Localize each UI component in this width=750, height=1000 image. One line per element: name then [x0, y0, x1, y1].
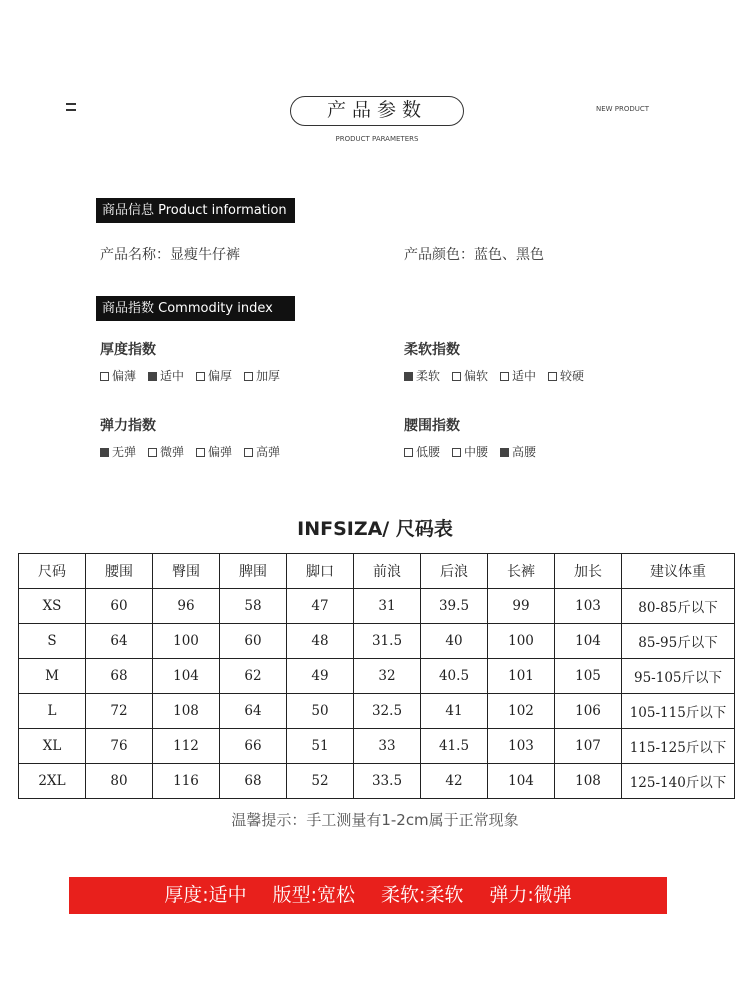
table-cell: 101: [488, 659, 555, 694]
table-cell: 68: [220, 764, 287, 799]
index-option: [500, 367, 536, 384]
index-option-label: 较硬: [560, 369, 585, 383]
table-cell: 60: [220, 624, 287, 659]
table-cell: 112: [153, 729, 220, 764]
size-chart-header-cell: 尺码: [19, 554, 86, 589]
index-option: [196, 443, 232, 460]
summary-item: 厚度:适中: [164, 884, 247, 906]
table-cell: 33.5: [354, 764, 421, 799]
unchecked-box-icon: [100, 372, 109, 381]
softness-options: [404, 367, 596, 384]
unchecked-box-icon: [196, 448, 205, 457]
table-cell: 104: [488, 764, 555, 799]
table-cell: 103: [555, 589, 622, 624]
table-cell: 50: [287, 694, 354, 729]
table-cell: L: [19, 694, 86, 729]
thickness-options: [100, 367, 292, 384]
index-option: [196, 367, 232, 384]
index-option-label: 加厚: [256, 369, 281, 383]
table-cell: 66: [220, 729, 287, 764]
table-cell: 42: [421, 764, 488, 799]
table-cell: 62: [220, 659, 287, 694]
table-cell: S: [19, 624, 86, 659]
table-cell: XS: [19, 589, 86, 624]
table-cell: 31.5: [354, 624, 421, 659]
index-option: [500, 443, 536, 460]
table-cell: 103: [488, 729, 555, 764]
table-cell: 104: [153, 659, 220, 694]
index-option: [100, 443, 136, 460]
product-color: 产品颜色：蓝色、黑色: [404, 247, 544, 263]
index-option-label: 柔软: [416, 369, 441, 383]
unchecked-box-icon: [500, 372, 509, 381]
unchecked-box-icon: [244, 448, 253, 457]
index-option-label: 适中: [160, 369, 185, 383]
table-cell: 100: [153, 624, 220, 659]
index-option-label: 偏弹: [208, 445, 233, 459]
table-cell: 80-85斤以下: [622, 589, 735, 624]
table-cell: 58: [220, 589, 287, 624]
table-cell: 41.5: [421, 729, 488, 764]
index-option-label: 偏软: [464, 369, 489, 383]
size-chart-header-cell: 长裤: [488, 554, 555, 589]
table-cell: 125-140斤以下: [622, 764, 735, 799]
table-cell: 85-95斤以下: [622, 624, 735, 659]
unchecked-box-icon: [244, 372, 253, 381]
index-option-label: 偏薄: [112, 369, 137, 383]
size-chart-header-cell: 臀围: [153, 554, 220, 589]
table-cell: 41: [421, 694, 488, 729]
table-row: [19, 624, 735, 659]
unchecked-box-icon: [548, 372, 557, 381]
commodity-index-header: 商品指数 Commodity index: [96, 296, 295, 321]
elasticity-index-title: 弹力指数: [100, 418, 156, 434]
elasticity-options: [100, 443, 292, 460]
table-cell: 106: [555, 694, 622, 729]
checked-box-icon: [100, 448, 109, 457]
summary-item: 版型:宽松: [272, 884, 355, 906]
size-chart-title: INFSIZA/ 尺码表: [297, 518, 453, 540]
table-cell: 64: [86, 624, 153, 659]
index-option-label: 无弹: [112, 445, 137, 459]
index-option-label: 适中: [512, 369, 537, 383]
page-subtitle: PRODUCT PARAMETERS: [335, 135, 419, 143]
index-option: [100, 367, 136, 384]
table-cell: 51: [287, 729, 354, 764]
index-option-label: 中腰: [464, 445, 489, 459]
table-row: [19, 729, 735, 764]
table-cell: 33: [354, 729, 421, 764]
index-option-label: 高腰: [512, 445, 537, 459]
table-cell: 107: [555, 729, 622, 764]
unchecked-box-icon: [452, 448, 461, 457]
thickness-index-title: 厚度指数: [100, 342, 156, 358]
unchecked-box-icon: [196, 372, 205, 381]
table-cell: 115-125斤以下: [622, 729, 735, 764]
table-cell: 72: [86, 694, 153, 729]
table-cell: 32.5: [354, 694, 421, 729]
table-row: [19, 694, 735, 729]
table-cell: 80: [86, 764, 153, 799]
index-option: [548, 367, 584, 384]
table-cell: 31: [354, 589, 421, 624]
table-cell: 64: [220, 694, 287, 729]
size-chart-header-row: [19, 554, 735, 589]
softness-index-title: 柔软指数: [404, 342, 460, 358]
index-option: [404, 443, 440, 460]
size-chart-table: [18, 553, 735, 799]
index-option-label: 高弹: [256, 445, 281, 459]
table-cell: 40: [421, 624, 488, 659]
size-chart-header-cell: 前浪: [354, 554, 421, 589]
summary-item: 弹力:微弹: [489, 884, 572, 906]
table-cell: 48: [287, 624, 354, 659]
table-cell: XL: [19, 729, 86, 764]
table-cell: 68: [86, 659, 153, 694]
index-option-label: 偏厚: [208, 369, 233, 383]
waist-index-title: 腰围指数: [404, 418, 460, 434]
table-cell: 32: [354, 659, 421, 694]
table-cell: M: [19, 659, 86, 694]
size-chart-header-cell: 建议体重: [622, 554, 735, 589]
unchecked-box-icon: [452, 372, 461, 381]
table-cell: 116: [153, 764, 220, 799]
table-cell: 95-105斤以下: [622, 659, 735, 694]
summary-item: 柔软:柔软: [381, 884, 464, 906]
index-option: [148, 443, 184, 460]
table-row: [19, 764, 735, 799]
checked-box-icon: [500, 448, 509, 457]
table-cell: 39.5: [421, 589, 488, 624]
table-cell: 102: [488, 694, 555, 729]
table-cell: 100: [488, 624, 555, 659]
unchecked-box-icon: [148, 448, 157, 457]
table-cell: 2XL: [19, 764, 86, 799]
index-option-label: 低腰: [416, 445, 441, 459]
checked-box-icon: [404, 372, 413, 381]
size-chart-header-cell: 脾围: [220, 554, 287, 589]
size-chart-header-cell: 腰围: [86, 554, 153, 589]
page-title: 产品参数: [290, 96, 464, 126]
product-name: 产品名称：显瘦牛仔裤: [100, 247, 240, 263]
table-cell: 76: [86, 729, 153, 764]
size-chart-header-cell: 后浪: [421, 554, 488, 589]
index-option: [404, 367, 440, 384]
index-option-label: 微弹: [160, 445, 185, 459]
product-info-header: 商品信息 Product information: [96, 198, 295, 223]
size-chart-header-cell: 加长: [555, 554, 622, 589]
table-cell: 105: [555, 659, 622, 694]
table-cell: 108: [555, 764, 622, 799]
index-option: [148, 367, 184, 384]
new-product-label: NEW PRODUCT: [596, 105, 650, 113]
index-option: [244, 443, 280, 460]
table-cell: 105-115斤以下: [622, 694, 735, 729]
size-chart-header-cell: 脚口: [287, 554, 354, 589]
menu-icon: [66, 103, 76, 113]
table-cell: 60: [86, 589, 153, 624]
unchecked-box-icon: [404, 448, 413, 457]
table-row: [19, 659, 735, 694]
measurement-note: 温馨提示：手工测量有1-2cm属于正常现象: [231, 811, 519, 829]
index-option: [244, 367, 280, 384]
table-cell: 49: [287, 659, 354, 694]
summary-bar: [69, 877, 667, 914]
index-option: [452, 367, 488, 384]
table-cell: 52: [287, 764, 354, 799]
table-cell: 108: [153, 694, 220, 729]
table-cell: 40.5: [421, 659, 488, 694]
table-cell: 47: [287, 589, 354, 624]
checked-box-icon: [148, 372, 157, 381]
table-cell: 104: [555, 624, 622, 659]
table-cell: 96: [153, 589, 220, 624]
index-option: [452, 443, 488, 460]
table-cell: 99: [488, 589, 555, 624]
waist-options: [404, 443, 548, 460]
table-row: [19, 589, 735, 624]
